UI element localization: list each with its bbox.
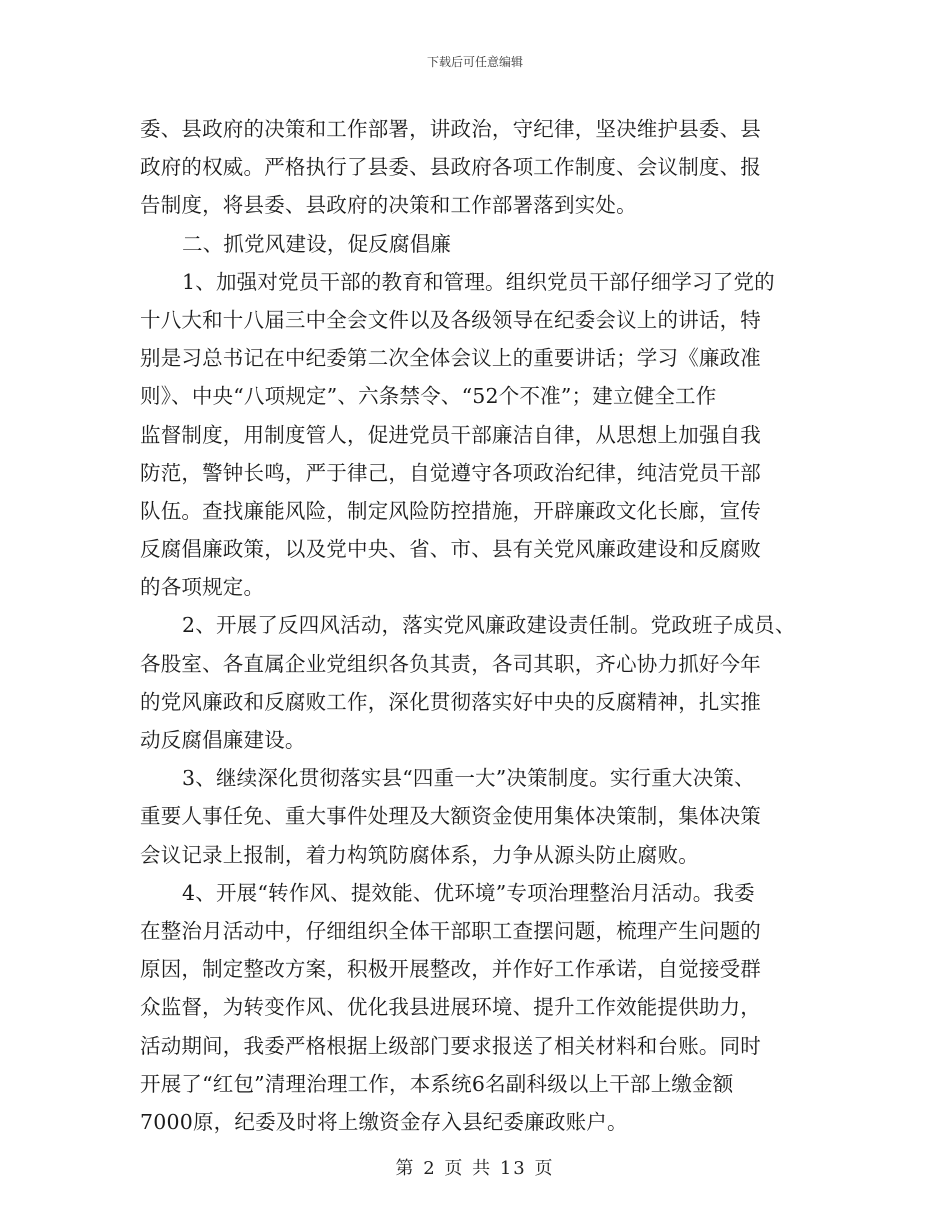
paragraph-start: 4、开展“转作风、提效能、优环境”专项治理整治月活动。我委 bbox=[182, 880, 755, 905]
paragraph-start: 3、继续深化贯彻落实县“四重一大”决策制度。实行重大决策、 bbox=[182, 766, 755, 791]
body-line: 开展了“红包”清理治理工作，本系统6名副科级以上干部上缴金额 bbox=[140, 1071, 734, 1096]
body-line: 原因，制定整改方案，积极开展整改，并作好工作承诺，自觉接受群 bbox=[140, 957, 761, 982]
page-header: 下载后可任意编辑 bbox=[426, 55, 523, 69]
body-line: 防范，警钟长鸣，严于律己，自觉遵守各项政治纪律，纯洁党员干部 bbox=[140, 460, 761, 485]
document-body bbox=[140, 110, 830, 1141]
body-line: 的党风廉政和反腐败工作，深化贯彻落实好中央的反腐精神，扎实推 bbox=[140, 689, 761, 714]
body-line: 反腐倡廉政策，以及党中央、省、市、县有关党风廉政建设和反腐败 bbox=[140, 537, 761, 562]
page-footer: 第 2 页 共 13 页 bbox=[395, 1158, 555, 1179]
body-line: 重要人事任免、重大事件处理及大额资金使用集体决策制，集体决策 bbox=[140, 804, 761, 829]
paragraph-start: 1、加强对党员干部的教育和管理。组织党员干部仔细学习了党的 bbox=[182, 269, 775, 294]
body-line: 动反腐倡廉建设。 bbox=[140, 728, 306, 752]
body-line: 则》、中央“八项规定”、六条禁令、“52个不准”；建立健全工作 bbox=[140, 384, 717, 409]
body-line: 会议记录上报制，着力构筑防腐体系，力争从源头防止腐败。 bbox=[140, 842, 699, 867]
body-line: 众监督，为转变作风、优化我县进展环境、提升工作效能提供助力， bbox=[140, 995, 761, 1020]
body-line: 的各项规定。 bbox=[140, 575, 265, 600]
paragraph-start: 2、开展了反四风活动，落实党风廉政建设责任制。党政班子成员、 bbox=[182, 613, 796, 638]
body-line: 告制度，将县委、县政府的决策和工作部署落到实处。 bbox=[140, 193, 637, 218]
body-line: 十八大和十八届三中全会文件以及各级领导在纪委会议上的讲话，特 bbox=[140, 307, 761, 332]
body-line: 在整治月活动中，仔细组织全体干部职工查摆问题，梳理产生问题的 bbox=[140, 918, 761, 943]
body-line: 7000原，纪委及时将上缴资金存入县纪委廉政账户。 bbox=[140, 1109, 628, 1134]
body-line: 队伍。查找廉能风险，制定风险防控措施，开辟廉政文化长廊，宣传 bbox=[140, 498, 761, 523]
body-line: 监督制度，用制度管人，促进党员干部廉洁自律，从思想上加强自我 bbox=[140, 422, 761, 447]
body-line: 政府的权威。严格执行了县委、县政府各项工作制度、会议制度、报 bbox=[140, 155, 761, 180]
body-line: 各股室、各直属企业党组织各负其责，各司其职，齐心协力抓好今年 bbox=[140, 651, 761, 676]
body-line: 活动期间，我委严格根据上级部门要求报送了相关材料和台账。同时 bbox=[140, 1033, 761, 1058]
body-line: 委、县政府的决策和工作部署，讲政治，守纪律，坚决维护县委、县 bbox=[140, 117, 761, 141]
section-heading: 二、抓党风建设，促反腐倡廉 bbox=[182, 231, 452, 256]
body-line: 别是习总书记在中纪委第二次全体会议上的重要讲话；学习《廉政准 bbox=[140, 346, 761, 371]
